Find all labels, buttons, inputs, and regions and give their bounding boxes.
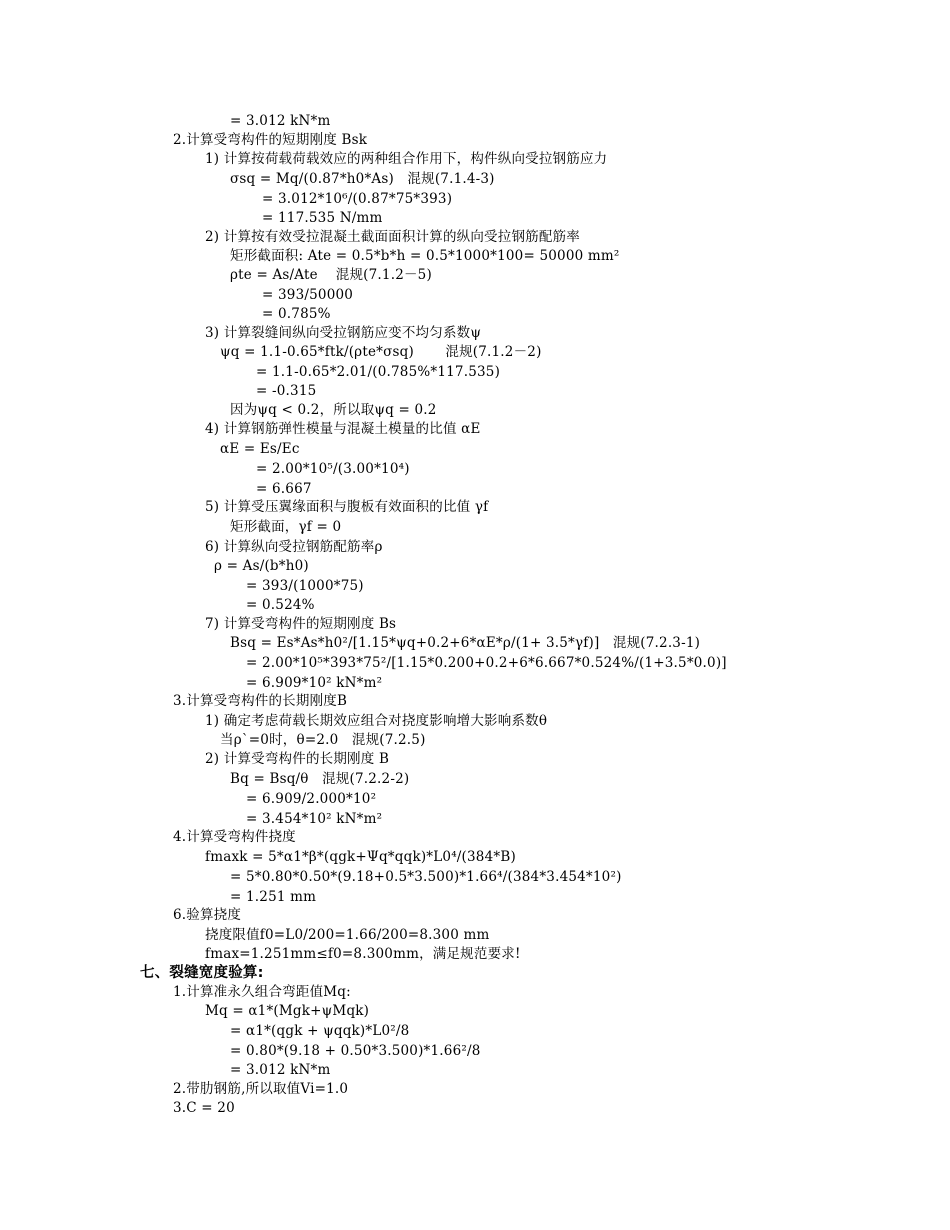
- formula-line: αE = Es/Ec: [220, 441, 300, 457]
- text-line: = 393/50000: [262, 287, 354, 303]
- section-heading: 3.C = 20: [173, 1100, 235, 1116]
- formula-line: σsq = Mq/(0.87*h0*As) 混规(7.1.4-3): [230, 171, 495, 187]
- step-heading: 4) 计算钢筋弹性模量与混凝土模量的比值 αE: [205, 421, 481, 437]
- step-heading: 5) 计算受压翼缘面积与腹板有效面积的比值 γf: [205, 499, 489, 515]
- text-line: = 3.012*10⁶/(0.87*75*393): [262, 191, 453, 207]
- step-heading: 2) 计算按有效受拉混凝土截面面积计算的纵向受拉钢筋配筋率: [205, 229, 580, 245]
- text-line: 挠度限值f0=L0/200=1.66/200=8.300 mm: [205, 927, 490, 943]
- text-line: = α1*(qgk + ψqqk)*L0²/8: [230, 1023, 410, 1039]
- section-heading: 2.带肋钢筋,所以取值Vi=1.0: [173, 1081, 349, 1097]
- chapter-heading: 七、裂缝宽度验算:: [140, 965, 264, 981]
- text-line: = 3.454*10² kN*m²: [246, 811, 383, 827]
- text-line: fmax=1.251mm≤f0=8.300mm，满足规范要求!: [205, 946, 521, 962]
- text-line: = 0.524%: [246, 597, 315, 613]
- section-heading: 4.计算受弯构件挠度: [173, 829, 296, 845]
- text-line: = 0.785%: [262, 306, 331, 322]
- text-line: = 3.012 kN*m: [230, 113, 331, 129]
- step-heading: 2) 计算受弯构件的长期刚度 B: [205, 751, 390, 767]
- text-line: = 6.667: [256, 481, 312, 497]
- text-line: = 3.012 kN*m: [230, 1062, 331, 1078]
- step-heading: 6) 计算纵向受拉钢筋配筋率ρ: [205, 539, 383, 555]
- section-heading: 3.计算受弯构件的长期刚度B: [173, 693, 348, 709]
- formula-line: Bq = Bsq/θ 混规(7.2.2-2): [230, 771, 410, 787]
- text-line: = 117.535 N/mm: [262, 210, 383, 226]
- formula-line: fmaxk = 5*α1*β*(qgk+Ψq*qqk)*L0⁴/(384*B): [205, 849, 516, 865]
- step-heading: 3) 计算裂缝间纵向受拉钢筋应变不均匀系数ψ: [205, 325, 482, 341]
- text-line: 因为ψq < 0.2，所以取ψq = 0.2: [230, 402, 437, 418]
- text-line: = 5*0.80*0.50*(9.18+0.5*3.500)*1.66⁴/(384*3.454*10²): [230, 869, 622, 885]
- text-line: 矩形截面，γf = 0: [230, 519, 342, 535]
- section-heading: 1.计算准永久组合弯距值Mq:: [173, 984, 351, 1000]
- text-line: = 1.251 mm: [230, 889, 317, 905]
- text-line: = 0.80*(9.18 + 0.50*3.500)*1.66²/8: [230, 1043, 481, 1059]
- formula-line: Mq = α1*(Mgk+ψMqk): [205, 1003, 370, 1019]
- text-line: 当ρ`=0时，θ=2.0 混规(7.2.5): [220, 732, 426, 748]
- formula-line: 矩形截面积: Ate = 0.5*b*h = 0.5*1000*100= 50000 mm²: [230, 248, 620, 264]
- step-heading: 1) 确定考虑荷载长期效应组合对挠度影响增大影响系数θ: [205, 713, 548, 729]
- text-line: = -0.315: [256, 383, 317, 399]
- formula-line: Bsq = Es*As*h0²/[1.15*ψq+0.2+6*αE*ρ/(1+ 3.5*γf)] 混规(7.2.3-1): [230, 635, 701, 651]
- text-line: = 393/(1000*75): [246, 578, 364, 594]
- formula-line: ψq = 1.1-0.65*ftk/(ρte*σsq) 混规(7.1.2－2): [220, 344, 542, 360]
- text-line: = 6.909/2.000*10²: [246, 791, 377, 807]
- text-line: = 6.909*10² kN*m²: [246, 675, 383, 691]
- text-line: = 2.00*10⁵*393*75²/[1.15*0.200+0.2+6*6.667*0.524%/(1+3.5*0.0)]: [246, 655, 727, 671]
- text-line: = 1.1-0.65*2.01/(0.785%*117.535): [256, 364, 501, 380]
- section-heading: 2.计算受弯构件的短期刚度 Bsk: [173, 132, 368, 148]
- section-heading: 6.验算挠度: [173, 907, 242, 923]
- formula-line: ρ = As/(b*h0): [214, 558, 309, 574]
- step-heading: 7) 计算受弯构件的短期刚度 Bs: [205, 616, 397, 632]
- text-line: = 2.00*10⁵/(3.00*10⁴): [256, 461, 410, 477]
- step-heading: 1) 计算按荷载荷载效应的两种组合作用下，构件纵向受拉钢筋应力: [205, 151, 608, 167]
- formula-line: ρte = As/Ate 混规(7.1.2－5): [230, 267, 432, 283]
